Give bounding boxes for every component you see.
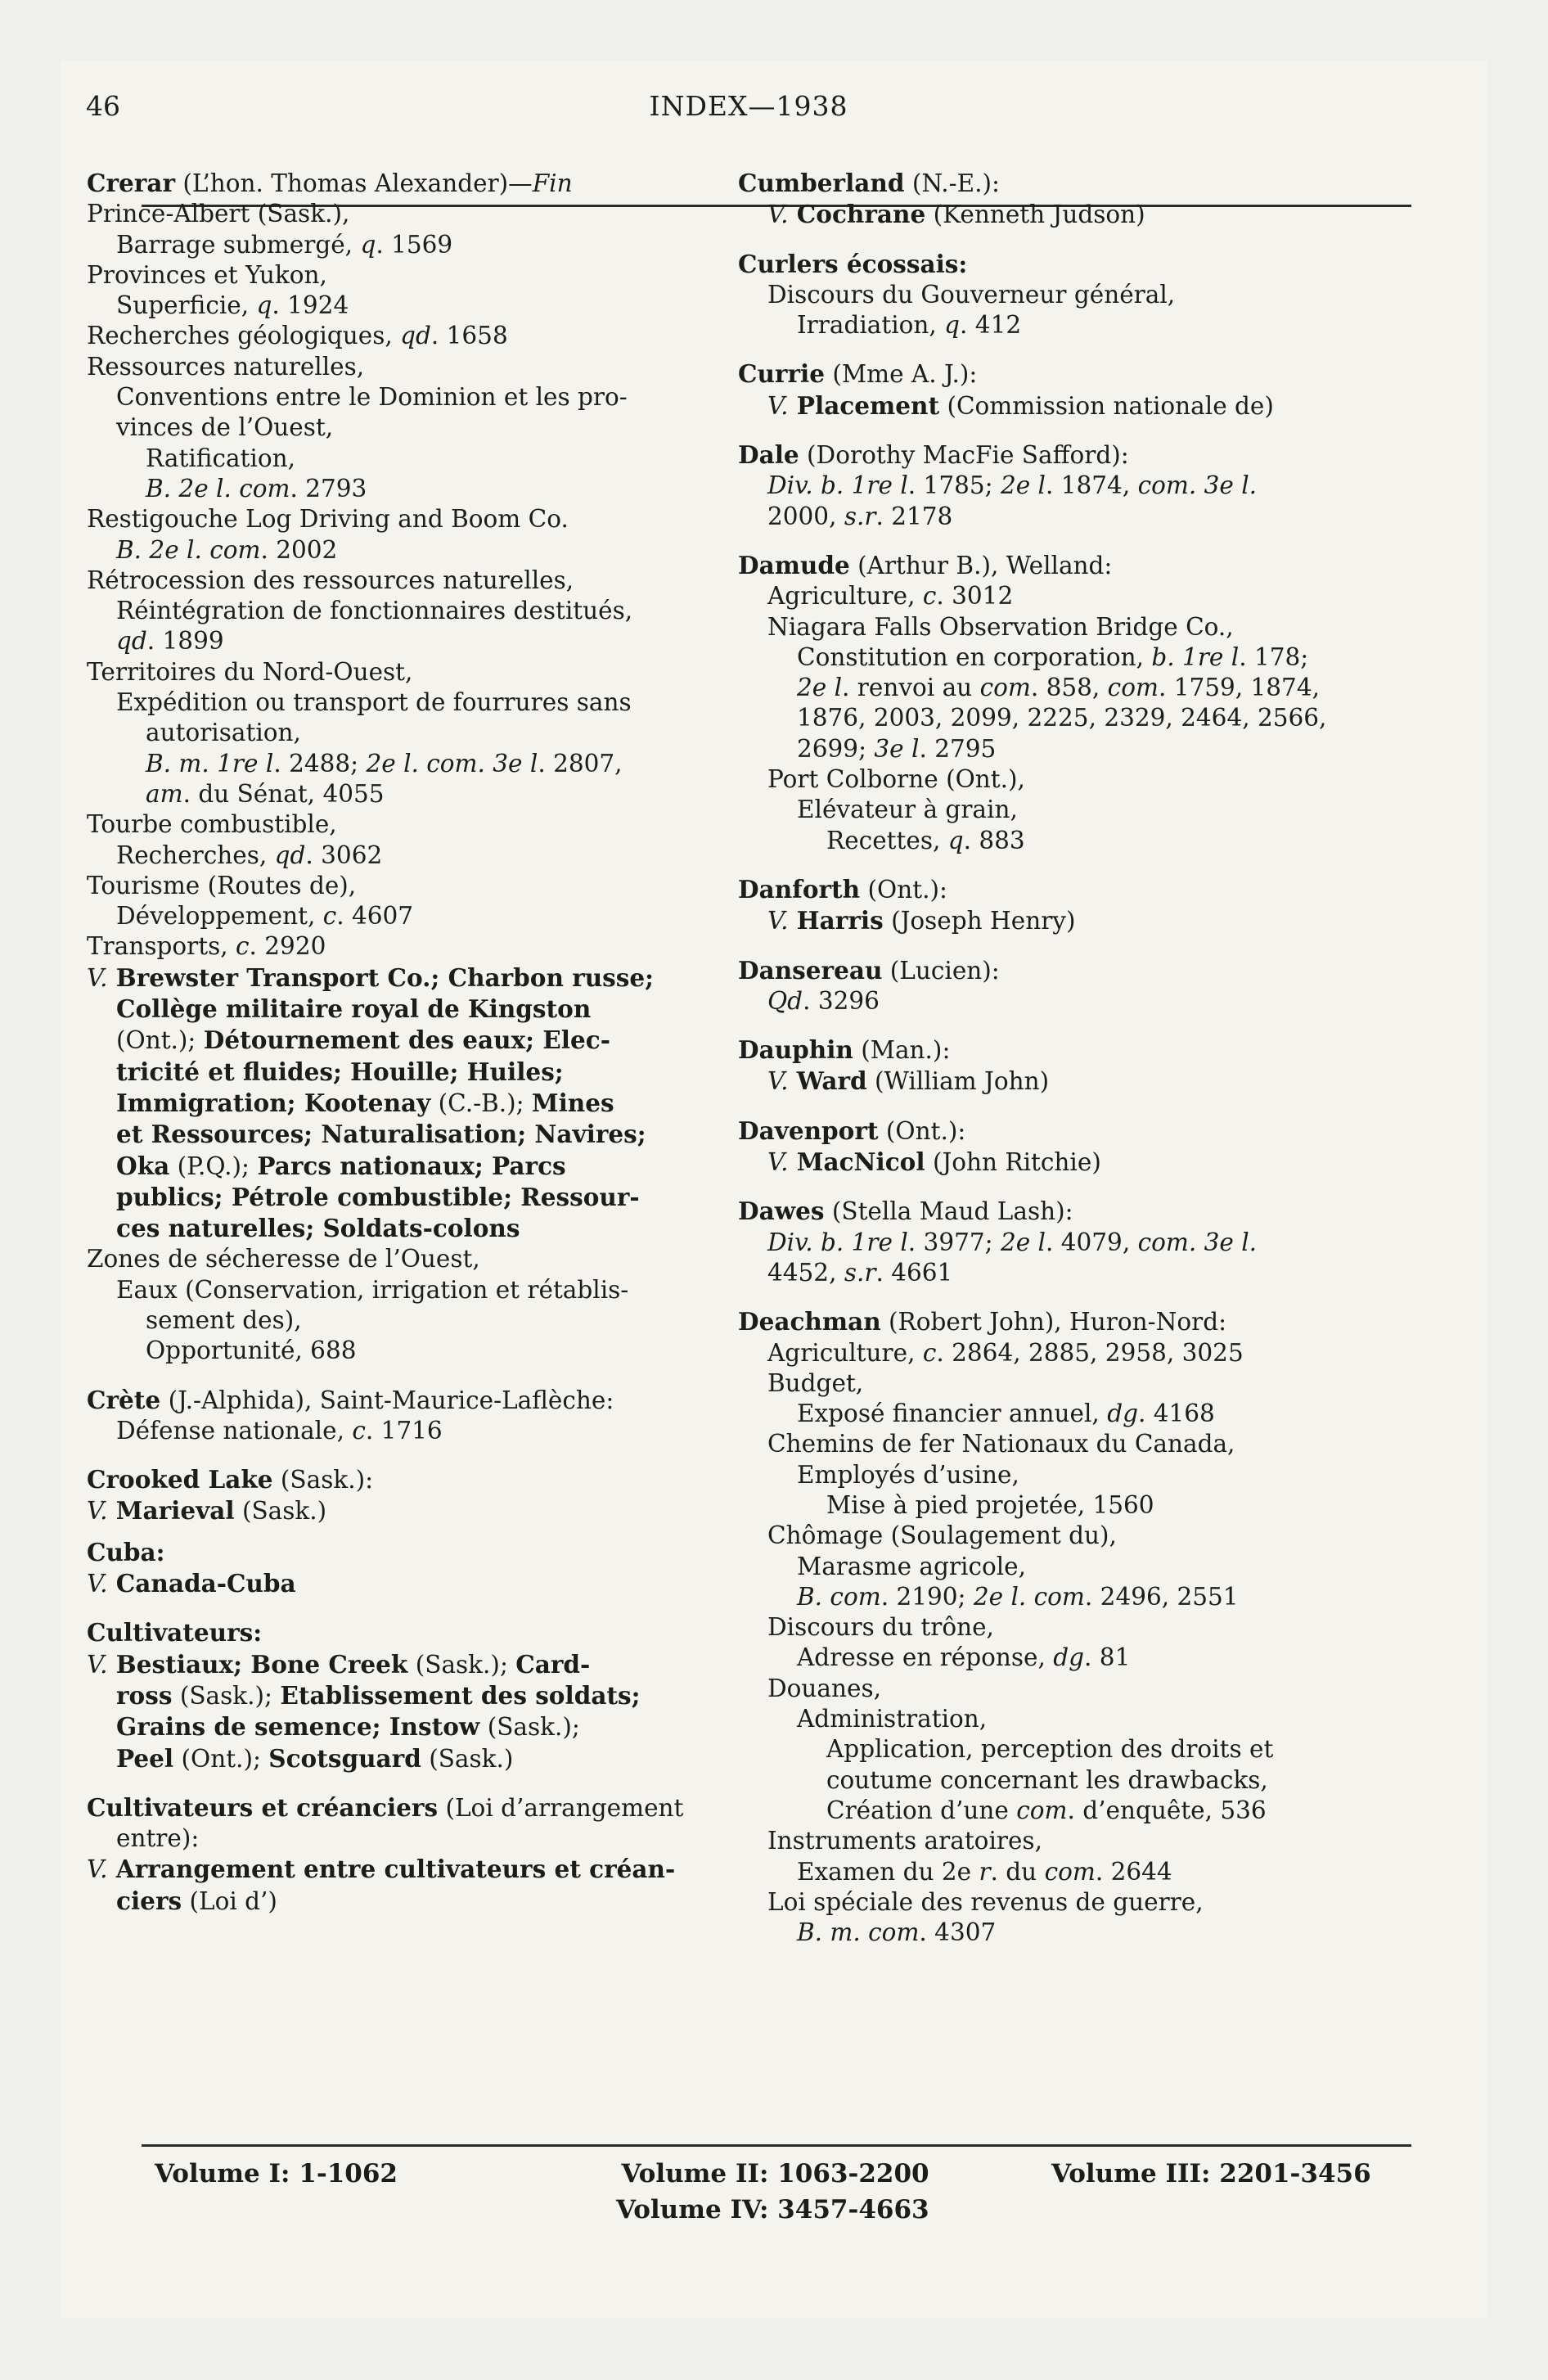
index-entry-crerar: Crerar (L’hon. Thomas Alexander)—Fin Prince-Albert (Sask.), Barrage submergé, q. 1569 Provinces et Yukon, Superficie, q. 1924 Recherches géologiques, qd. 1658 Ressources naturelles, Conventions entre le Dominion et les pro- vinces de l’Ouest, Ratification, B. 2e l. com. 2793 Restigouche Log Driving and Boom Co. B. 2e l. com. 2002 Rétrocession des ressources naturelles, Réintégration de fonctionnaires destitués, qd. 1899 Territoires du Nord-Ouest, Expédition ou transport de fourrures sans autorisation, B. m. 1re l. 2488; 2e l. com. 3e l. 2807, am. du Sénat, 4055 Tourbe combustible, Recherches, qd. 3062 Tourisme (Routes de), Développement, c. 4607 Transports, c. 2920 V. Brewster Transport Co.; Charbon russe; Collège militaire royal de Kingston (Ont.); Détournement des eaux; Elec- tricité et fluides; Houille; Huiles; Immigration; Kootenay (C.-B.); Mines et Ressources; Naturalisation; Navires; Oka (P.Q.); Parcs nationaux; Parcs publics; Pétrole combustible; Ressour- ces naturelles; Soldats-colons Zones de sécheresse de l’Ouest, Eaux (Conservation, irrigation et rétablis- sement des), Opportunité, 688 — [87, 169, 655, 1365]
index-entry-currie: Currie (Mme A. J.): V. Placement (Commission nationale de) — [738, 359, 1274, 420]
index-entry-cultivateurs: Cultivateurs: V. Bestiaux; Bone Creek (Sask.); Card- ross (Sask.); Etablissement des soldats; Grains de semence; Instow (Sask.); Peel (Ont.); Scotsguard (Sask.) — [87, 1618, 641, 1773]
index-entry-dansereau: Dansereau (Lucien): Qd. 3296 — [738, 955, 1000, 1015]
left-column — [87, 168, 709, 1927]
volume-range: Volume IV: 3457-4663 — [616, 2195, 929, 2224]
index-entry-crooked-lake: Crooked Lake (Sask.): V. Marieval (Sask.) — [87, 1465, 374, 1526]
page-header — [86, 90, 1411, 139]
index-entry-dale: Dale (Dorothy MacFie Safford): Div. b. 1re l. 1785; 2e l. 1874, com. 3e l. 2000, s.r. 2178 — [738, 440, 1258, 530]
index-entry-crete: Crète (J.-Alphida), Saint-Maurice-Laflèche: Défense nationale, c. 1716 — [87, 1385, 614, 1445]
index-entry-cuba: Cuba: V. Canada-Cuba — [87, 1537, 296, 1598]
volume-range: Volume III: 2201-3456 — [1051, 2159, 1371, 2188]
page-number: 46 — [86, 90, 120, 122]
index-entry-cultivateurs-creanciers: Cultivateurs et créanciers (Loi d’arrangement entre): V. Arrangement entre cultivateurs et créan- ciers (Loi d’) — [87, 1792, 684, 1915]
index-entry-curlers: Curlers écossais: Discours du Gouverneur général, Irradiation, q. 412 — [738, 249, 1176, 340]
index-entry-damude: Damude (Arthur B.), Welland: Agriculture, c. 3012 Niagara Falls Observation Bridge Co., Constitution en corporation, b. 1re l. 178; 2e l. renvoi au com. 858, com. 1759, 1874, 1876, 2003, 2099, 2225, 2329, 2464, 2566, 2699; 3e l. 2795 Port Colborne (Ont.), Elévateur à grain, Recettes, q. 883 — [738, 550, 1327, 854]
right-column — [738, 168, 1413, 1958]
running-title: INDEX—1938 — [649, 90, 848, 122]
index-entry-deachman: Deachman (Robert John), Huron-Nord: Agriculture, c. 2864, 2885, 2958, 3025 Budget, Exposé financier annuel, dg. 4168 Chemins de fer Nationaux du Canada, Employés d’usine, Mise à pied projetée, 1560 Chômage (Soulagement du), Marasme agricole, B. com. 2190; 2e l. com. 2496, 2551 Discours du trône, Adresse en réponse, dg. 81 Douanes, Administration, Application, perception des droits et coutume concernant les drawbacks, Création d’une com. d’enquête, 536 Instruments aratoires, Examen du 2e r. du com. 2644 Loi spéciale des revenus de guerre, B. m. com. 4307 — [738, 1307, 1274, 1947]
index-entry-davenport: Davenport (Ont.): V. MacNicol (John Ritchie) — [738, 1116, 1101, 1177]
index-entry-cumberland: Cumberland (N.-E.): V. Cochrane (Kenneth Judson) — [738, 169, 1145, 229]
index-entry-danforth: Danforth (Ont.): V. Harris (Joseph Henry) — [738, 874, 1076, 935]
volume-range: Volume I: 1-1062 — [155, 2159, 398, 2188]
index-entry-dawes: Dawes (Stella Maud Lash): Div. b. 1re l. 3977; 2e l. 4079, com. 3e l. 4452, s.r. 4661 — [738, 1197, 1258, 1287]
volume-range: Volume II: 1063-2200 — [621, 2159, 929, 2188]
index-entry-dauphin: Dauphin (Man.): V. Ward (William John) — [738, 1035, 1050, 1096]
footer-rule — [142, 2144, 1411, 2147]
volume-range-center — [616, 2156, 929, 2228]
